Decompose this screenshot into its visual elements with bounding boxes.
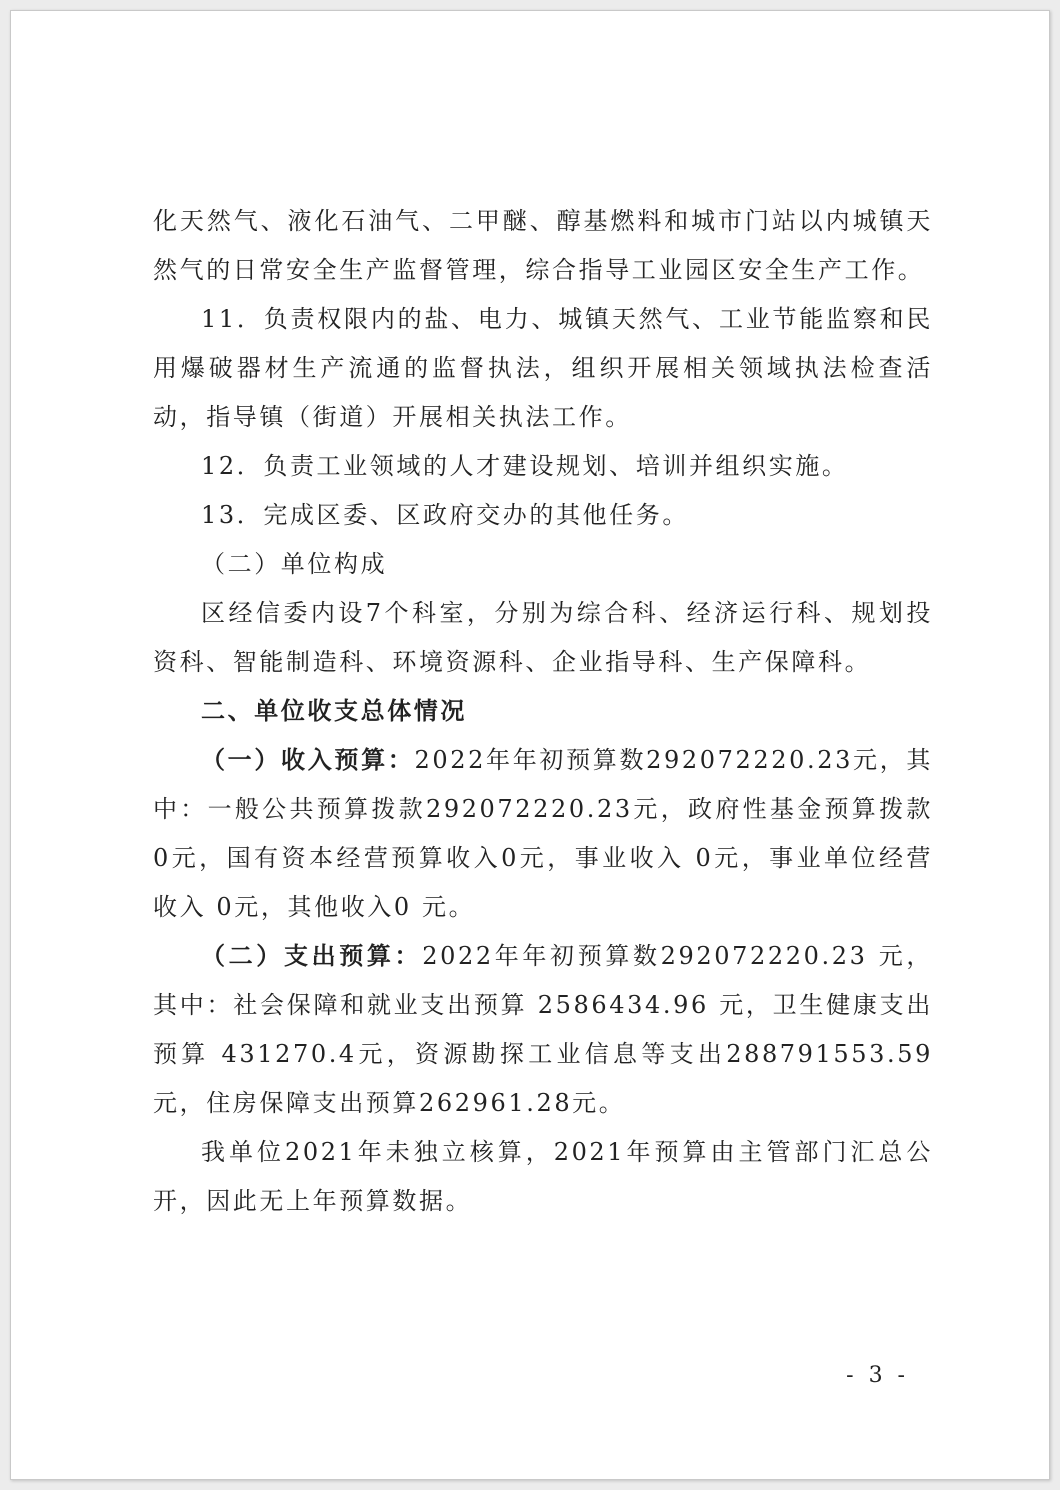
paragraph-item-11: 11．负责权限内的盐、电力、城镇天然气、工业节能监察和民用爆破器材生产流通的监督执法，组织开展相关领域执法检查活动，指导镇（街道）开展相关执法工作。 — [153, 305, 933, 431]
paragraph-note: 我单位2021年未独立核算，2021年预算由主管部门汇总公开，因此无上年预算数据。 — [153, 1138, 933, 1215]
income-budget-text: 2022年年初预算数292072220.23元，其中：一般公共预算拨款292072220.23元，政府性基金预算拨款0元，国有资本经营预算收入0元，事业收入 0元，事业单位经营收入 0元，其他收入0 元。 — [153, 746, 933, 921]
page-number: - 3 - — [846, 1363, 909, 1388]
document-body — [153, 197, 933, 1226]
paragraph-continued: 化天然气、液化石油气、二甲醚、醇基燃料和城市门站以内城镇天然气的日常安全生产监督管理，综合指导工业园区安全生产工作。 — [153, 207, 933, 284]
paragraph-unit-composition: 区经信委内设7个科室，分别为综合科、经济运行科、规划投资科、智能制造科、环境资源科、企业指导科、生产保障科。 — [153, 599, 933, 676]
income-budget-lead: （一）收入预算： — [201, 746, 415, 774]
expense-budget-text: 2022年年初预算数292072220.23 元，其中：社会保障和就业支出预算 2586434.96 元，卫生健康支出预算 431270.4元，资源勘探工业信息等支出288791553.59元，住房保障支出预算262961.28元。 — [153, 942, 933, 1117]
paragraph-item-12: 12．负责工业领域的人才建设规划、培训并组织实施。 — [201, 452, 849, 480]
paragraph-expense-budget — [153, 932, 933, 1128]
expense-budget-lead: （二）支出预算： — [201, 942, 423, 970]
document-page — [10, 10, 1050, 1480]
section-heading-income-expense: 二、单位收支总体情况 — [201, 697, 467, 725]
subheading-unit-composition: （二）单位构成 — [201, 550, 388, 578]
paragraph-income-budget — [153, 736, 933, 932]
paragraph-item-13: 13．完成区委、区政府交办的其他任务。 — [201, 501, 689, 529]
